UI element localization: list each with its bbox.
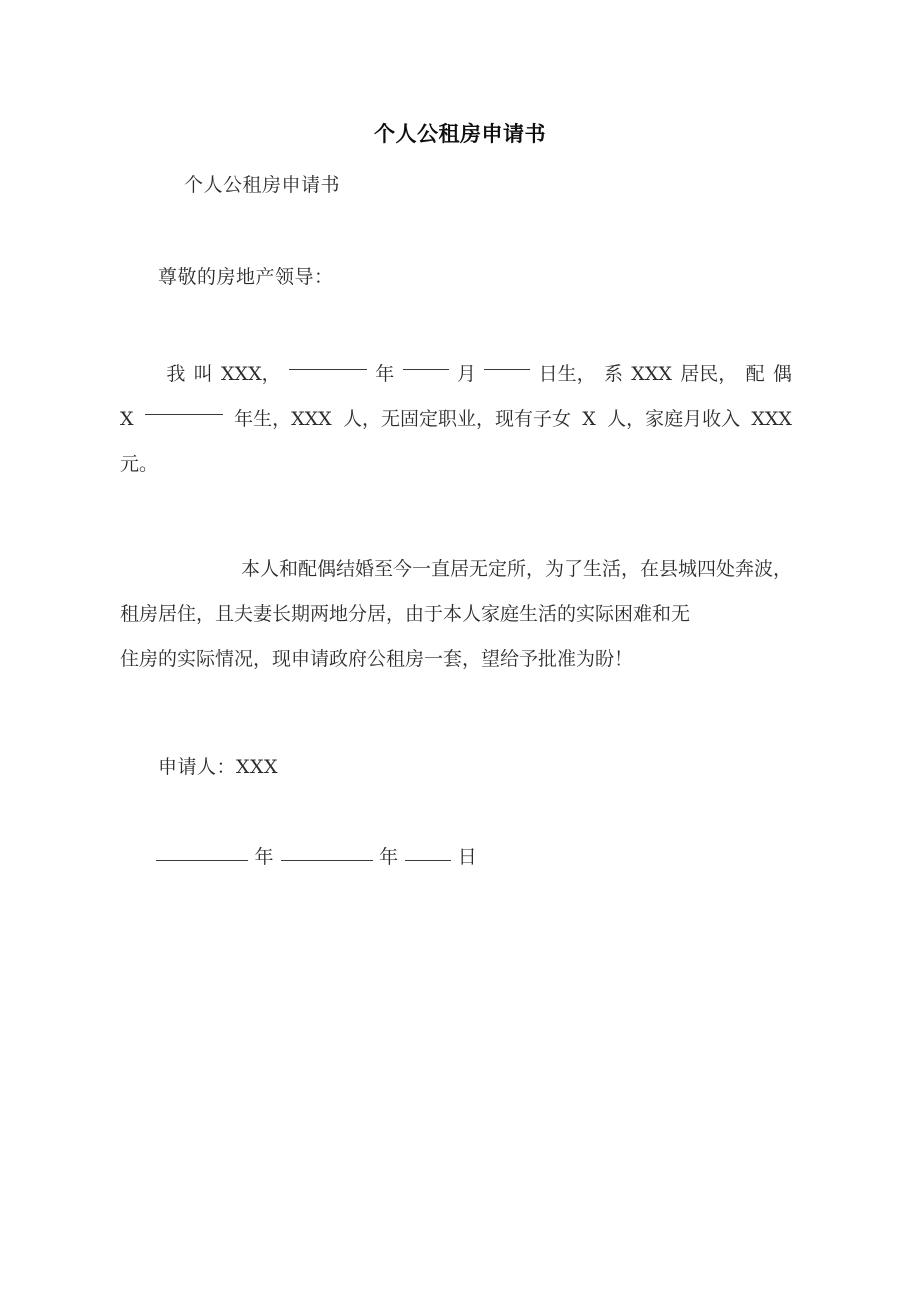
paragraph-1-line-2 <box>120 397 792 442</box>
text-segment: 租房居住，且夫妻长期两地分居，由于本人家庭生活的实际困难和无 <box>120 603 691 625</box>
line-indent <box>120 547 158 592</box>
date-unit: 年 <box>379 846 399 868</box>
text-segment: 月 <box>456 363 476 385</box>
line-indent <box>120 352 158 397</box>
date-unit: 日 <box>457 846 478 868</box>
blank-date-field-3 <box>405 843 451 861</box>
text-segment: 年生，XXX <box>234 408 332 430</box>
text-segment: 系 <box>603 363 623 385</box>
document-subtitle: 个人公租房申请书 <box>184 174 341 196</box>
paragraph-1-line-3: 元。 <box>120 453 159 475</box>
paragraph-request-body <box>120 547 792 682</box>
blank-spouse-birth-year-field <box>145 397 223 415</box>
paragraph-2-line-2 <box>120 592 792 637</box>
text-segment: 叫 <box>193 363 213 385</box>
text-segment: 日生， <box>538 363 596 385</box>
text-segment: 人，无固定职业，现有子女 <box>342 408 571 430</box>
blank-date-field-1 <box>156 843 248 861</box>
page-title: 个人公租房申请书 <box>374 122 546 146</box>
text-segment: XXX <box>751 408 792 430</box>
blank-month-field <box>403 352 449 370</box>
paragraph-2-line-3: 住房的实际情况，现申请政府公租房一套，望给予批准为盼！ <box>120 648 634 670</box>
text-segment: X <box>120 408 134 430</box>
salutation: 尊敬的房地产领导： <box>158 266 334 288</box>
text-segment: XXX， <box>221 363 281 385</box>
blank-year-field <box>289 352 367 370</box>
text-segment: 偶 <box>772 363 792 385</box>
paragraph-personal-details <box>120 352 792 487</box>
paragraph-2-line-1 <box>120 547 792 592</box>
text-segment: 年 <box>375 363 395 385</box>
text-segment: 本人和配偶结婚至今一直居无定所，为了生活，在县城四处奔波， <box>240 558 792 580</box>
text-segment: X <box>582 408 596 430</box>
text-segment: 居民， <box>680 363 738 385</box>
blank-date-field-2 <box>281 843 373 861</box>
date-unit: 年 <box>254 846 275 868</box>
blank-day-field <box>484 352 530 370</box>
text-segment: 人，家庭月收入 <box>607 408 741 430</box>
paragraph-1-line-1 <box>120 352 792 397</box>
text-segment: 配 <box>745 363 765 385</box>
text-segment: XXX <box>631 363 672 385</box>
applicant-signature: 申请人：XXX <box>158 756 279 778</box>
date-line <box>156 842 477 869</box>
text-segment: 我 <box>166 363 186 385</box>
